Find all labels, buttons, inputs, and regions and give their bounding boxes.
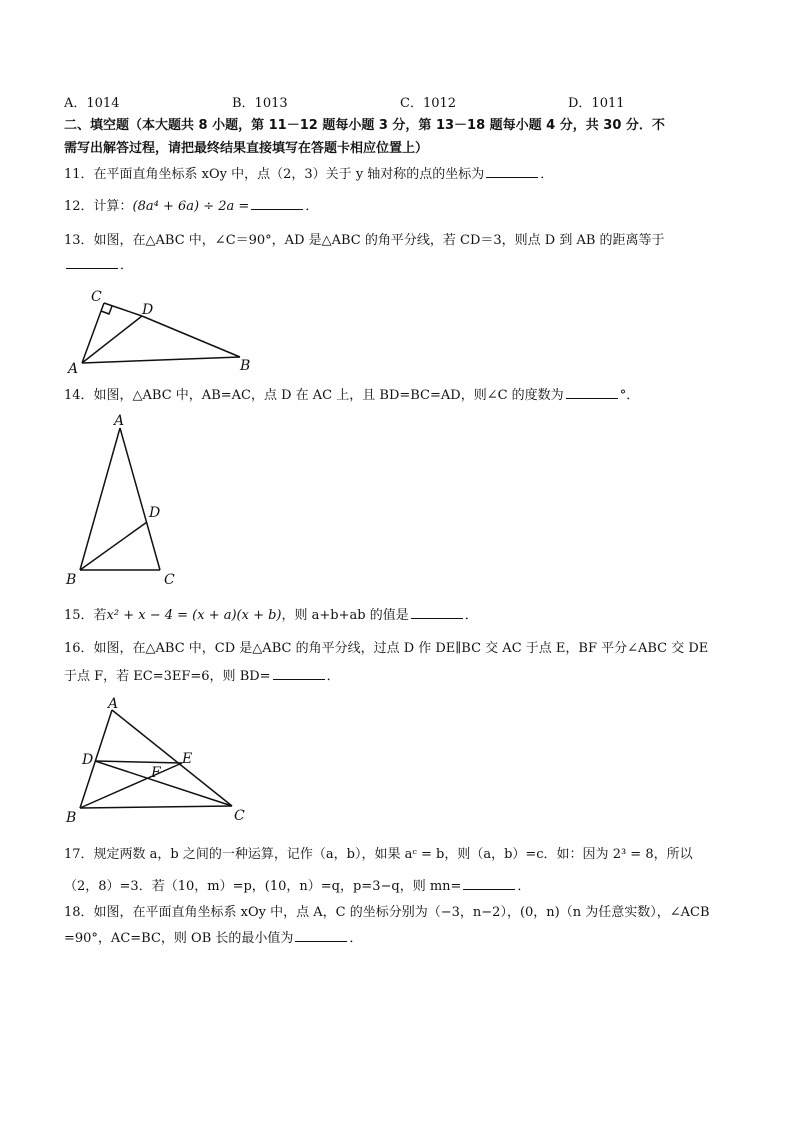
answer-blank [566, 387, 618, 399]
figure-13 [58, 283, 268, 378]
segment-de [95, 761, 182, 763]
q16-end: ． [326, 669, 340, 684]
answer-blank [463, 878, 515, 890]
q18-text: =90°，AC=BC，则 OB 长的最小值为 [64, 931, 294, 946]
side-ab [82, 357, 240, 363]
answer-blank [273, 668, 325, 680]
section-title-line1: 二、填空题（本大题共 8 小题，第 11－12 题每小题 3 分，第 13－18 题每小题 4 分，共 30 分．不 [64, 118, 665, 133]
answer-blank [411, 607, 463, 619]
q15-prefix: 15．若 [64, 608, 107, 623]
q15-end: ． [464, 608, 478, 623]
q12-end: ． [305, 199, 319, 214]
answer-blank [295, 930, 347, 942]
question-13-line2 [64, 257, 133, 274]
question-13-line1: 13．如图，在△ABC 中，∠C＝90°，AD 是△ABC 的角平分线，若 CD＝3，则点 D 到 AB 的距离等于 [64, 233, 665, 248]
question-18-line1: 18．如图，在平面直角坐标系 xOy 中，点 A，C 的坐标分别为（−3，n−2），(0，n)（n 为任意实数），∠ACB [64, 905, 710, 920]
section-title-line2: 需写出解答过程，请把最终结果直接填写在答题卡相应位置上） [64, 141, 429, 156]
q16-text: 于点 F，若 EC=3EF=6，则 BD= [64, 669, 271, 684]
question-11 [64, 166, 553, 183]
label-d: D [82, 752, 94, 768]
q11-text: 11．在平面直角坐标系 xOy 中，点（2，3）关于 y 轴对称的点的坐标为 [64, 167, 485, 182]
q15-mid: ，则 a+b+ab 的值是 [281, 608, 409, 623]
q17-text: （2，8）=3．若（10，m）=p，(10，n）=q，p=3−q，则 mn= [64, 879, 462, 894]
option-c: C．1012 [400, 96, 457, 111]
option-a: A．1014 [64, 96, 120, 111]
segment-bd [80, 522, 147, 570]
label-e: E [182, 751, 193, 767]
option-d: D．1011 [568, 96, 625, 111]
q14-text: 14．如图，△ABC 中，AB=AC，点 D 在 AC 上，且 BD=BC=AD，则∠C 的度数为 [64, 388, 564, 403]
q12-expression: (8a⁴ + 6a) ÷ 2a = [132, 199, 250, 214]
figure-16 [58, 694, 258, 824]
option-b: B．1013 [232, 96, 288, 111]
question-17-line1: 17．规定两数 a，b 之间的一种运算，记作（a，b），如果 aᶜ = b，则（a，b）=c．如：因为 2³ = 8，所以 [64, 847, 693, 862]
label-f: F [151, 765, 161, 781]
q17-end: ． [517, 879, 531, 894]
q11-end: ． [540, 167, 554, 182]
question-15 [64, 607, 478, 624]
q13-end: ． [120, 258, 134, 273]
question-17-line2 [64, 878, 530, 895]
side-ac [112, 710, 232, 806]
answer-blank [66, 257, 118, 269]
q18-end: ． [349, 931, 363, 946]
label-a: A [114, 413, 125, 429]
q12-prefix: 12．计算： [64, 199, 133, 214]
label-b: B [240, 358, 251, 374]
label-b: B [66, 810, 77, 824]
side-ac [120, 428, 160, 570]
question-16-line1: 16．如图，在△ABC 中，CD 是△ABC 的角平分线，过点 D 作 DE∥BC 交 AC 于点 E，BF 平分∠ABC 交 DE [64, 641, 709, 656]
label-a: A [68, 361, 79, 377]
answer-blank [486, 166, 538, 178]
question-18-line2 [64, 930, 362, 947]
segment-be [80, 763, 182, 808]
label-c: C [91, 289, 102, 305]
side-bc [80, 806, 232, 808]
question-12 [64, 198, 318, 215]
segment-dc [95, 761, 232, 806]
question-14 [64, 387, 639, 404]
q14-end: °． [619, 388, 640, 403]
figure-14 [58, 412, 188, 592]
answer-blank [251, 198, 303, 210]
label-a: A [108, 696, 119, 712]
label-c: C [234, 808, 245, 824]
question-16-line2 [64, 668, 340, 685]
label-d: D [142, 302, 154, 318]
label-c: C [164, 572, 175, 588]
side-ab [80, 428, 120, 570]
q15-expression: x² + x − 4 = (x + a)(x + b) [106, 608, 282, 623]
label-b: B [66, 572, 77, 588]
label-d: D [149, 505, 161, 521]
side-db [142, 316, 240, 357]
